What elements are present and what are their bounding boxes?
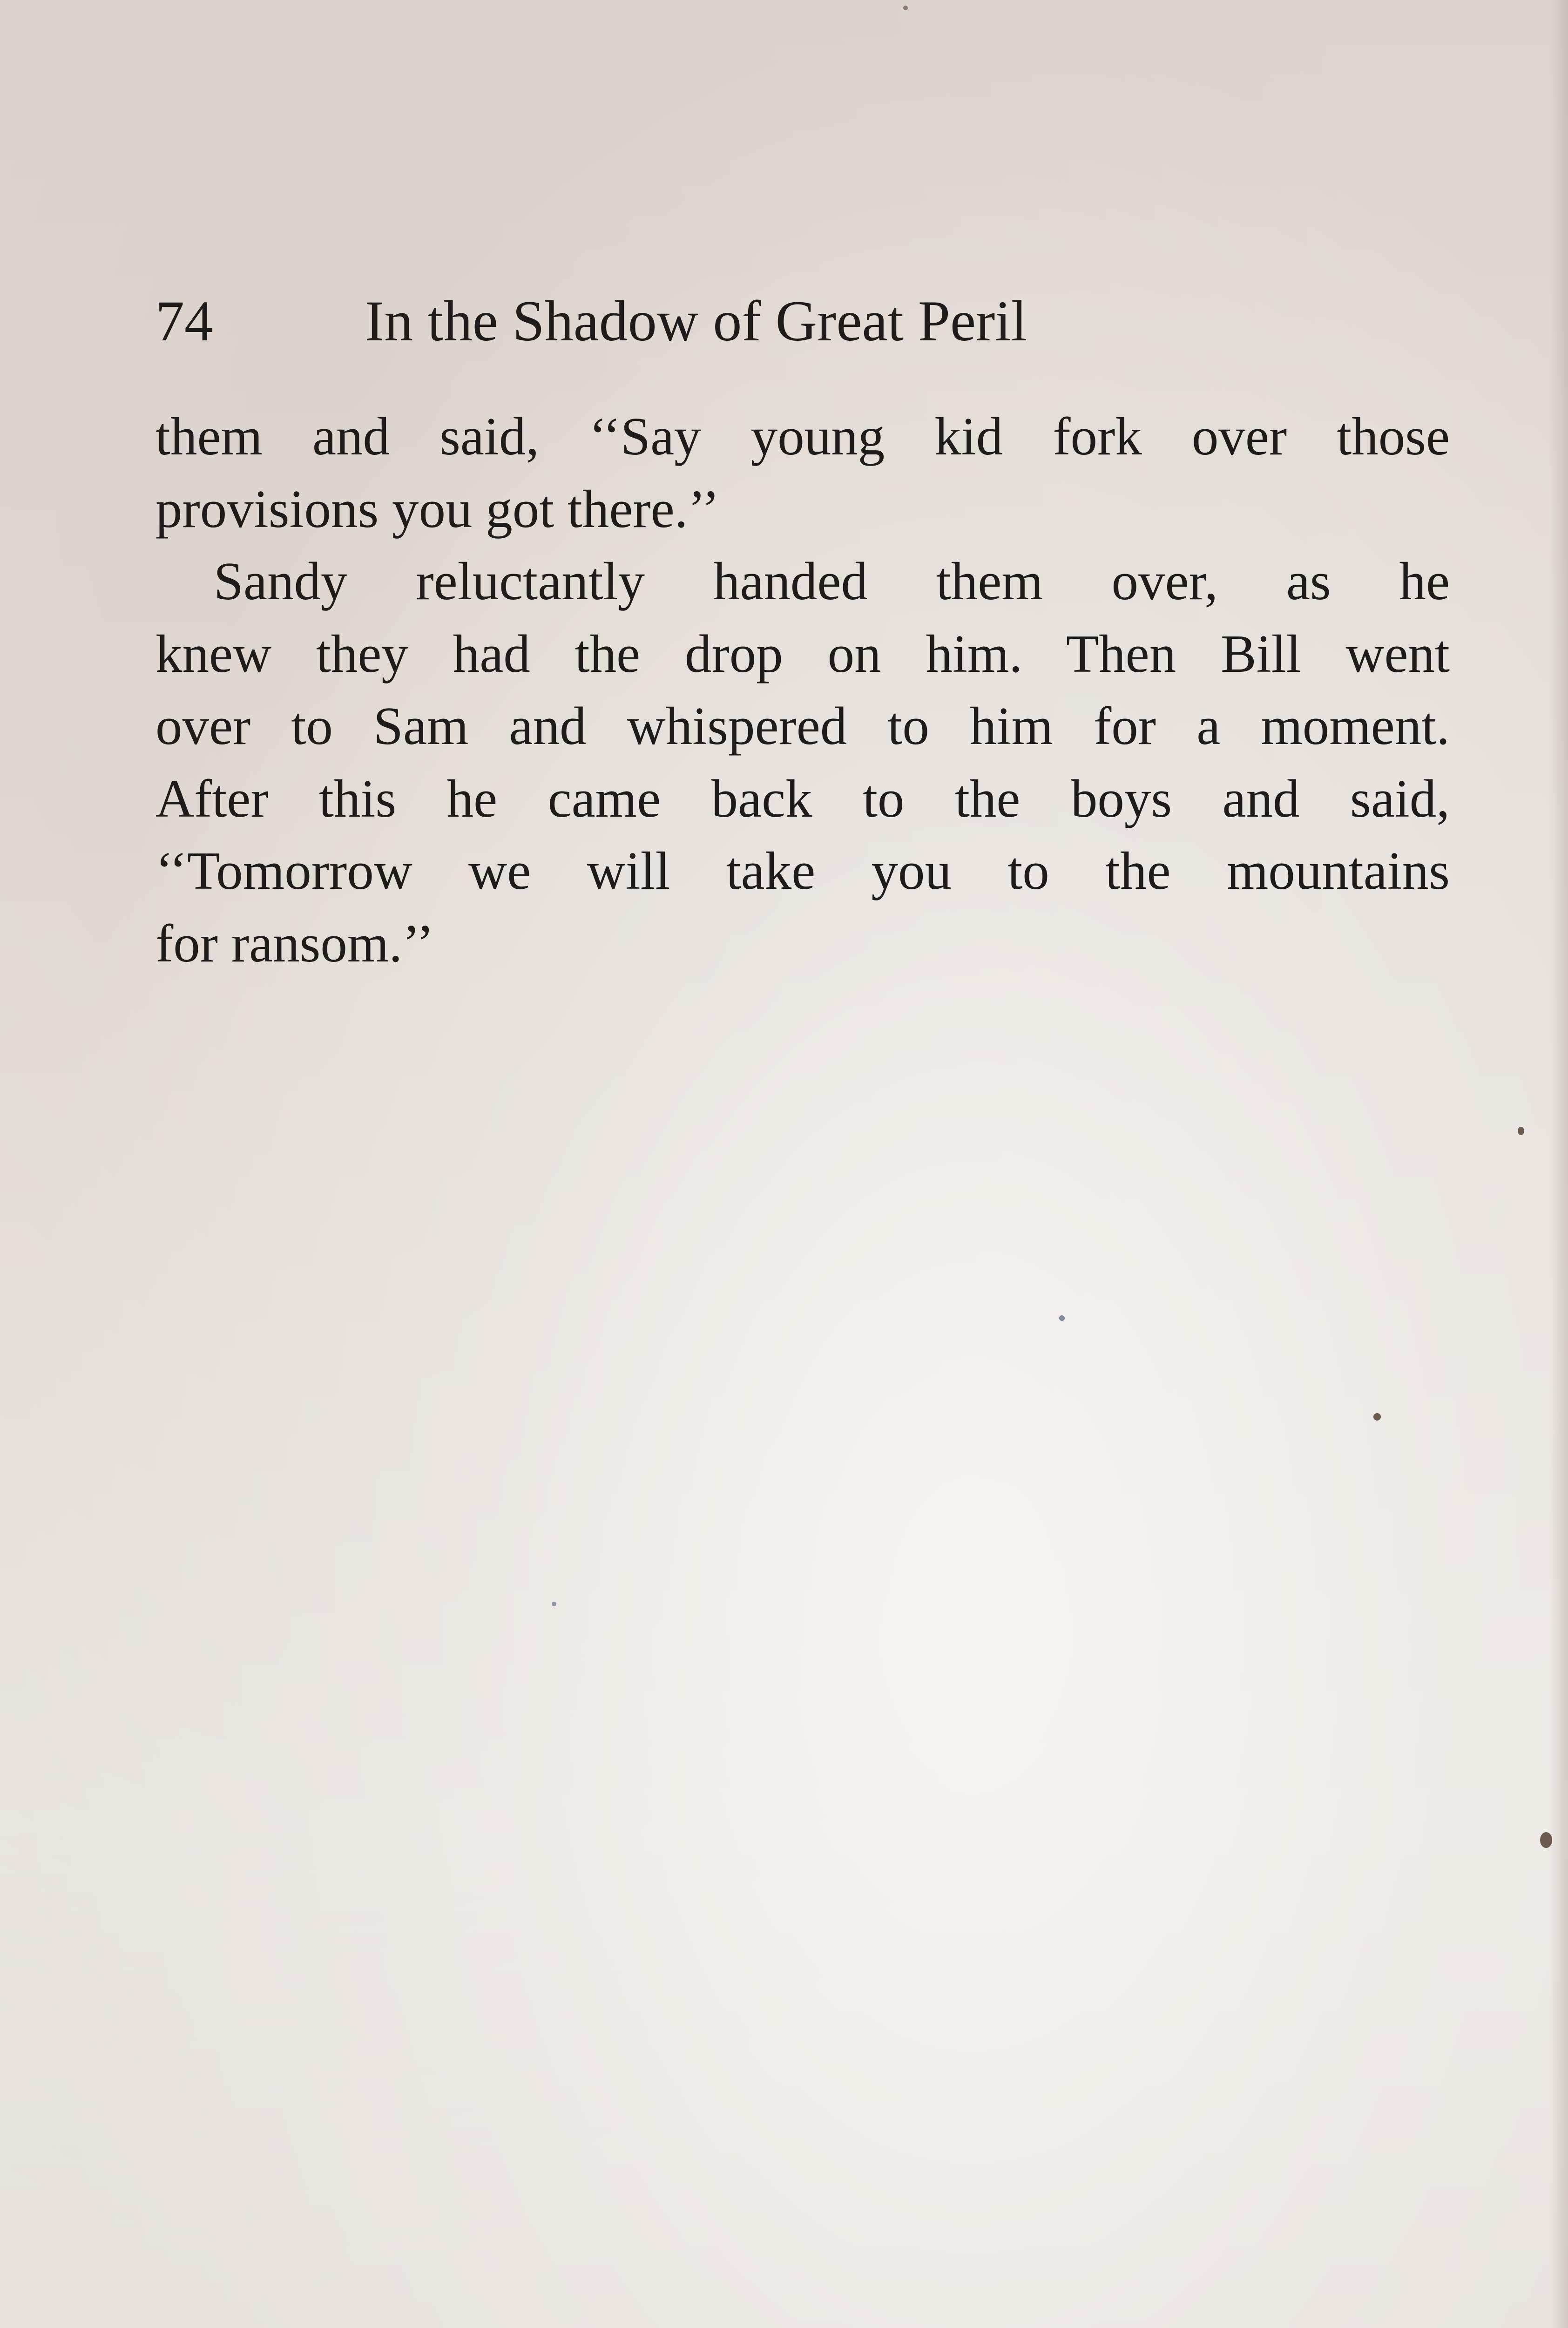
text-line: ‘‘Tomorrow we will take you to the mountains [155, 841, 1450, 900]
text-line: knew they had the drop on him. Then Bill went [155, 624, 1450, 684]
paper-speck [1059, 1315, 1065, 1321]
running-title: In the Shadow of Great Peril [365, 289, 1027, 353]
page-edge-shadow [1549, 0, 1568, 2328]
paper-speck [1373, 1413, 1381, 1421]
text-line: provisions you got there.’’ [155, 479, 720, 539]
paper-speck [903, 6, 908, 10]
paper-speck [1540, 1832, 1552, 1848]
page-header [155, 284, 1450, 359]
paper-speck [1518, 1127, 1524, 1135]
text-line: for ransom.’’ [155, 914, 434, 973]
text-line: them and said, ‘‘Say young kid fork over those [155, 407, 1450, 466]
body-text [155, 400, 1450, 980]
paper-speck [552, 1602, 556, 1606]
text-line: After this he came back to the boys and said, [155, 769, 1450, 828]
text-line: Sandy reluctantly handed them over, as he [214, 552, 1450, 611]
text-line: over to Sam and whispered to him for a moment. [155, 697, 1450, 756]
page-number: 74 [155, 289, 213, 353]
